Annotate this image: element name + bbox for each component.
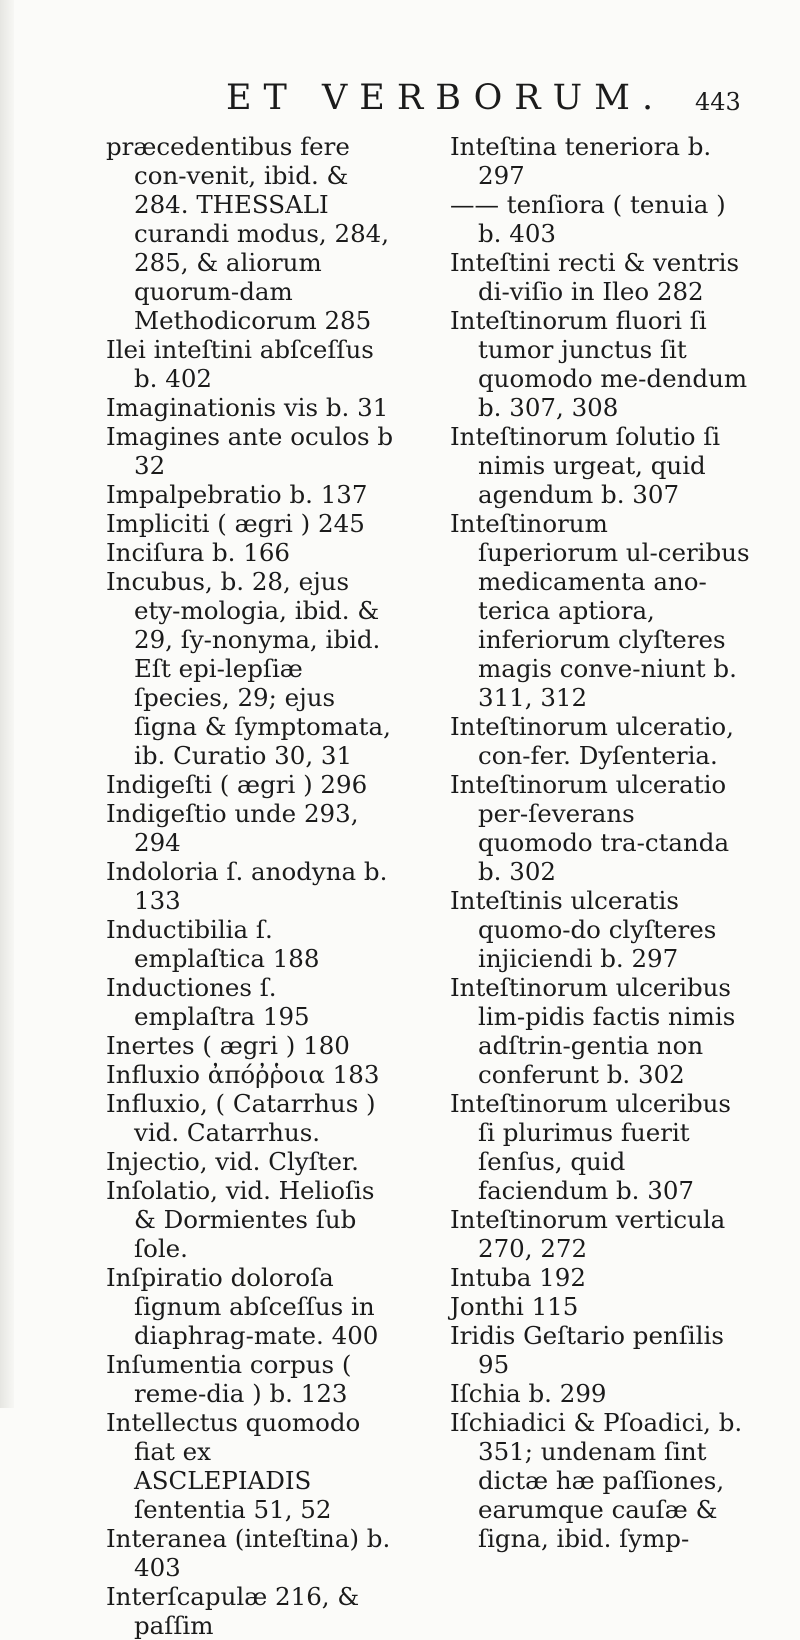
index-entry: Interanea (inteſtina) b. 403 bbox=[106, 1524, 391, 1582]
index-entry: Inteſtinorum ſuperiorum ul-ceribus medicamenta ano-terica aptiora, inferiorum clyſteres magis conve-niunt b. 311, 312 bbox=[450, 509, 750, 712]
index-entry: Inteſtinorum ulceribus ſi plurimus fuerit ſenſus, quid faciendum b. 307 bbox=[450, 1089, 732, 1205]
index-entry: Impalpebratio b. 137 bbox=[106, 480, 368, 509]
index-entry: Inſolatio, vid. Helioſis & Dormientes ſub ſole. bbox=[106, 1176, 375, 1263]
index-entry: Influxio ἀπόῤῥοια 183 bbox=[106, 1060, 380, 1089]
page-gutter bbox=[0, 0, 14, 1408]
index-entry: Interſcapulæ 216, & paſſim bbox=[106, 1582, 360, 1640]
index-entry: Inteſtinorum ulceratio per-ſeverans quomodo tra-ctanda b. 302 bbox=[450, 770, 730, 886]
index-entry: Inteſtina teneriora b. 297 bbox=[450, 132, 712, 190]
index-entry: Indoloria ſ. anodyna b. 133 bbox=[106, 857, 388, 915]
index-entry: Inſpiratio doloroſa ſignum abſceſſus in diaphrag-mate. 400 bbox=[106, 1263, 379, 1350]
index-entry: Influxio, ( Catarrhus ) vid. Catarrhus. bbox=[106, 1089, 376, 1147]
index-entry: Injectio, vid. Clyſter. bbox=[106, 1147, 359, 1176]
index-entry: Jonthi 115 bbox=[450, 1292, 579, 1321]
index-entry: Ilei inteſtini abſceſſus b. 402 bbox=[106, 335, 374, 393]
index-entry: Intuba 192 bbox=[450, 1263, 586, 1292]
index-entry: Incubus, b. 28, ejus ety-mologia, ibid. & 29, ſy-nonyma, ibid. Eſt epi-lepſiæ ſpecies, 29; ejus ſigna & ſymptomata, ib. Curatio 30, 31 bbox=[106, 567, 391, 770]
index-entry: Indigeſtio unde 293, 294 bbox=[106, 799, 359, 857]
index-entry: Inductiones ſ. emplaſtra 195 bbox=[106, 973, 310, 1031]
index-entry: Inductibilia ſ. emplaſtica 188 bbox=[106, 915, 320, 973]
index-entry: Inteſtini recti & ventris di-viſio in Ileo 282 bbox=[450, 248, 740, 306]
index-entry: —— tenſiora ( tenuia ) b. 403 bbox=[450, 190, 726, 248]
index-entry: Inteſtinorum fluori ſi tumor junctus ſit quomodo me-dendum b. 307, 308 bbox=[450, 306, 748, 422]
index-entry: Inertes ( ægri ) 180 bbox=[106, 1031, 350, 1060]
index-entry: Inteſtinorum ulceribus lim-pidis factis nimis adſtrin-gentia non conferunt b. 302 bbox=[450, 973, 736, 1089]
running-header bbox=[0, 78, 800, 118]
index-entry: Iridis Geſtario penſilis 95 bbox=[450, 1321, 724, 1379]
index-entry: Inteſtinis ulceratis quomo-do clyſteres injiciendi b. 297 bbox=[450, 886, 717, 973]
left-column bbox=[106, 132, 396, 1640]
index-entry: Iſchiadici & Pſoadici, b. 351; undenam ſint dictæ hæ paſſiones, earumque cauſæ & ſigna, ibid. ſymp- bbox=[450, 1408, 743, 1553]
index-entry: præcedentibus fere con-venit, ibid. & 284. THESSALI curandi modus, 284, 285, & aliorum quorum-dam Methodicorum 285 bbox=[106, 132, 390, 335]
index-entry: Inteſtinorum ulceratio, con-fer. Dyſenteria. bbox=[450, 712, 734, 770]
index-entry: Impliciti ( ægri ) 245 bbox=[106, 509, 365, 538]
index-entry: Indigeſti ( ægri ) 296 bbox=[106, 770, 368, 799]
index-entry: Iſchia b. 299 bbox=[450, 1379, 607, 1408]
index-entry: Imagines ante oculos b 32 bbox=[106, 422, 394, 480]
index-entry: Intellectus quomodo fiat ex ASCLEPIADIS ſententia 51, 52 bbox=[106, 1408, 361, 1524]
right-column bbox=[450, 132, 750, 1553]
page-number: 443 bbox=[695, 88, 741, 116]
index-entry: Inteſtinorum verticula 270, 272 bbox=[450, 1205, 726, 1263]
index-entry: Inciſura b. 166 bbox=[106, 538, 290, 567]
index-entry: Imaginationis vis b. 31 bbox=[106, 393, 389, 422]
index-entry: Inſumentia corpus ( reme-dia ) b. 123 bbox=[106, 1350, 352, 1408]
running-title: ET VERBORUM. bbox=[226, 78, 666, 118]
index-entry: Inteſtinorum ſolutio ſi nimis urgeat, quid agendum b. 307 bbox=[450, 422, 721, 509]
